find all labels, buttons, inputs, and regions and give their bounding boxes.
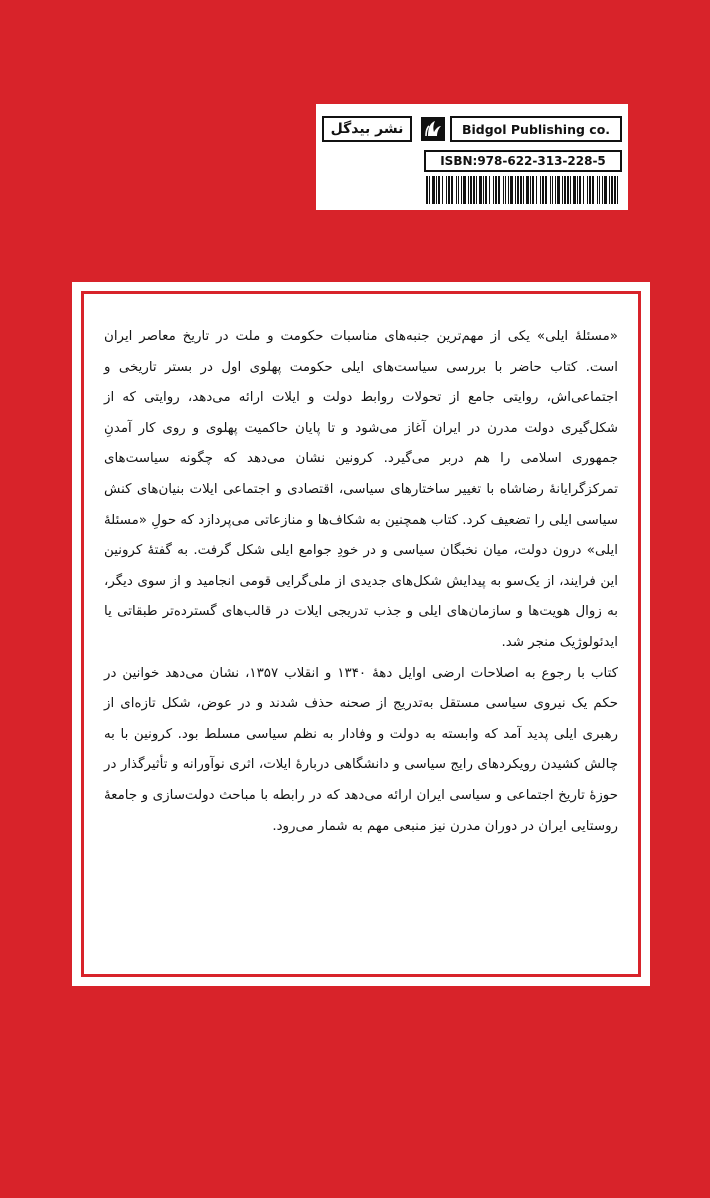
barcode-bar	[436, 176, 437, 204]
barcode-bar	[599, 176, 600, 204]
barcode-bar	[515, 176, 516, 204]
barcode-bar	[609, 176, 610, 204]
barcode-bar	[611, 176, 613, 204]
barcode-bar	[448, 176, 450, 204]
barcode-bar	[442, 176, 443, 204]
barcode-bar	[542, 176, 544, 204]
barcode-bar	[550, 176, 551, 204]
barcode-bar	[517, 176, 519, 204]
description-paragraph-1: «مسئلهٔ ایلی» یکی از مهم‌ترین جنبه‌های مناسبات حکومت و ملت در تاریخ معاصر ایران است. کتاب حاضر با بررسی سیاست‌های ایلی حکومت پهلوی اول در بستر تاریخی و اجتماعی‌اش، روایتی جامع از تحولات روابط دولت و ایلات ارائه می‌دهد، روایتی که از شکل‌گیری دولت مدرن در ایران آغاز می‌شود و تا پایان حاکمیت پهلوی و روی کار آمدنِ جمهوری اسلامی را هم دربر می‌گیرد. کرونین نشان می‌دهد که چگونه سیاست‌های تمرکزگرایانهٔ رضاشاه با تغییر ساختارهای سیاسی، اقتصادی و اجتماعی ایلات بنیان‌های کنش سیاسی ایلی را تضعیف کرد. کتاب همچنین به شکاف‌ها و منازعاتی می‌پردازد که حولِ «مسئلهٔ ایلی» درون دولت، میان نخبگان سیاسی و در خودِ جوامع ایلی شکل گرفت. به گفتهٔ کرونین این فرایند، از یک‌سو به پیدایش شکل‌های جدیدی از ملی‌گرایی قومی انجامید و از سوی دیگر، به زوال هویت‌ها و سازمان‌های ایلی و جذب تدریجی ایلات در قالب‌های گسترده‌تر طبقاتی یا ایدئولوژیک منجر شد.	[104, 329, 618, 650]
barcode-bar	[508, 176, 509, 204]
barcode-bar	[570, 176, 571, 204]
barcode-bar	[589, 176, 591, 204]
description-panel	[72, 282, 650, 986]
barcode-bar	[597, 176, 598, 204]
barcode-bar	[564, 176, 566, 204]
barcode-bar	[468, 176, 469, 204]
barcode-bar	[429, 176, 430, 204]
barcode-bar	[587, 176, 588, 204]
barcode-bar	[451, 176, 453, 204]
barcode-bar	[473, 176, 475, 204]
barcode-bar	[617, 176, 618, 204]
barcode-bar	[483, 176, 484, 204]
barcode-bar	[555, 176, 556, 204]
barcode-bar	[557, 176, 560, 204]
barcode-bar	[446, 176, 447, 204]
barcode-bar	[614, 176, 616, 204]
barcode-bar	[562, 176, 563, 204]
barcode-bar	[503, 176, 504, 204]
barcode-bar	[489, 176, 490, 204]
barcode-bar	[498, 176, 500, 204]
barcode-bar	[476, 176, 477, 204]
description-text	[104, 322, 618, 842]
barcode-bar	[479, 176, 482, 204]
barcode-bar	[604, 176, 607, 204]
barcode-bar	[463, 176, 466, 204]
barcode-bar	[536, 176, 537, 204]
barcode-bar	[583, 176, 584, 204]
barcode-bar	[567, 176, 569, 204]
barcode-bar	[540, 176, 541, 204]
publisher-sticker	[316, 104, 628, 210]
publisher-row	[322, 116, 622, 142]
barcode-bar	[602, 176, 603, 204]
description-paragraph-2: کتاب با رجوع به اصلاحات ارضی اوایل دههٔ ۱۳۴۰ و انقلاب ۱۳۵۷، نشان می‌دهد خوانین در حکم یک نیروی سیاسی مستقل به‌تدریج از صحنه حذف شدند و در عوض، شکل تازه‌ای از رهبری ایلی پدید آمد که وابسته به دولت و وفادار به نظم سیاسی مسلط بود. کرونین با به چالش کشیدن رویکردهای رایج سیاسی و دانشگاهی دربارهٔ ایلات، اثری نوآورانه و تأثیرگذار در حوزهٔ تاریخ اجتماعی و سیاسی ایران ارائه می‌دهد که در رابطه با مباحث دولت‌سازی و جامعهٔ روستایی ایران در دوران مدرن نیز منبعی مهم به شمار می‌رود.	[104, 665, 618, 834]
barcode-bar	[495, 176, 497, 204]
barcode-bar	[456, 176, 457, 204]
barcode-bar	[545, 176, 547, 204]
barcode-bar	[592, 176, 594, 204]
barcode-bar	[526, 176, 529, 204]
barcode-bar	[523, 176, 524, 204]
publisher-logo-icon	[418, 116, 448, 142]
barcode	[424, 176, 622, 204]
barcode-bar	[532, 176, 534, 204]
barcode-bar	[470, 176, 472, 204]
barcode-bar	[579, 176, 581, 204]
barcode-bar	[426, 176, 428, 204]
isbn-label: ISBN:978-622-313-228-5	[424, 150, 622, 172]
publisher-name-en: Bidgol Publishing co.	[450, 116, 622, 142]
publisher-name-fa: نشر بیدگل	[322, 116, 412, 142]
barcode-bar	[573, 176, 576, 204]
description-frame	[81, 291, 641, 977]
barcode-bar	[552, 176, 553, 204]
barcode-bar	[530, 176, 531, 204]
barcode-bar	[461, 176, 462, 204]
barcode-bar	[458, 176, 459, 204]
barcode-bar	[438, 176, 440, 204]
barcode-bar	[505, 176, 506, 204]
barcode-bar	[485, 176, 487, 204]
barcode-bar	[510, 176, 513, 204]
barcode-bar	[577, 176, 578, 204]
barcode-bar	[520, 176, 522, 204]
barcode-bar	[493, 176, 494, 204]
barcode-bar	[432, 176, 435, 204]
